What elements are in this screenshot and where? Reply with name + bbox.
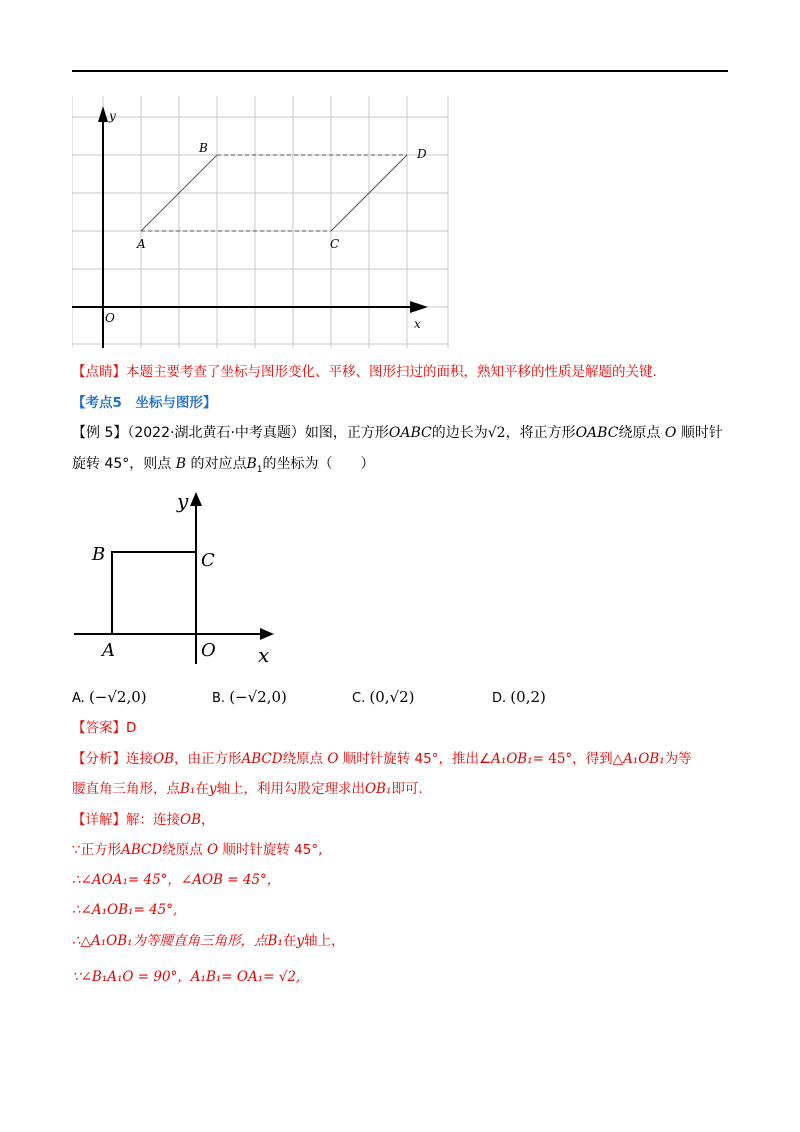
detail-text-4c: 轴上，: [304, 933, 345, 949]
answer-tag: 【答案】: [72, 720, 126, 736]
option-c-value: (0,√2): [369, 688, 415, 706]
example-text-2a: 旋转 45°，则点: [72, 456, 172, 472]
analysis-y: y: [208, 781, 217, 797]
option-a-value: (−√2,0): [88, 688, 147, 706]
example-line-2: [72, 454, 375, 480]
detail-line-4: [72, 931, 345, 951]
point-c-label: C: [330, 237, 340, 251]
square-name: OABC: [388, 425, 432, 441]
example-text-2b: 的对应点: [190, 456, 247, 472]
detail-text-0b: ，: [201, 812, 215, 828]
analysis-text-2a: 腰直角三角形，点: [72, 781, 180, 797]
analysis-text-2c: 轴上，利用勾股定理求出: [216, 781, 365, 797]
example-text-1e: 顺时针: [680, 425, 723, 441]
square-figure: [72, 488, 282, 668]
dianjing-line: [72, 362, 657, 382]
detail-line-3: ∴∠A₁OB₁= 45°,: [72, 902, 178, 918]
detail-line-5: ∵∠B₁A₁O = 90°，A₁B₁= OA₁= √2,: [72, 969, 301, 985]
example-source: （2022·湖北黄石·中考真题）: [127, 425, 305, 441]
option-c-letter: C.: [352, 691, 366, 706]
detail-tag: 【详解】: [72, 812, 126, 828]
y-axis-2-arrow: [190, 492, 202, 506]
header-rule: [72, 70, 728, 72]
square-oabc: [112, 552, 196, 634]
analysis-triangle: A₁OB₁: [623, 751, 665, 767]
option-b-value: (−√2,0): [229, 688, 287, 706]
kaodian-heading: 【考点5 坐标与图形】: [72, 395, 217, 411]
option-b: [212, 688, 287, 706]
option-b-letter: B.: [212, 691, 226, 706]
example-text-1a: 如图，正方形: [304, 425, 389, 441]
analysis-ob: OB: [153, 751, 174, 767]
point-d-label: D: [417, 147, 427, 161]
detail-line-0: [72, 810, 215, 830]
example-line-1: [72, 423, 723, 443]
analysis-line-1: [72, 749, 692, 769]
example-tag: 【例 5】: [72, 425, 128, 441]
option-a-letter: A.: [72, 691, 85, 706]
example-text-1c: ，将正方形: [505, 425, 576, 441]
grid-lines: [72, 96, 448, 348]
analysis-text-2d: 即可.: [391, 781, 423, 797]
x-axis-2-arrow: [260, 628, 274, 640]
answer-value: D: [126, 720, 137, 736]
analysis-text-2b: 在: [195, 781, 209, 797]
analysis-abcd: ABCD: [241, 751, 283, 767]
dianjing-tag: 【点睛】: [72, 364, 126, 380]
option-d-letter: D.: [492, 691, 507, 706]
x-axis-arrow: [410, 301, 428, 313]
answer-line: [72, 718, 136, 738]
option-d-value: (0,2): [510, 688, 546, 706]
analysis-text-1c: 绕原点: [282, 751, 324, 767]
analysis-angle: A₁OB₁: [491, 751, 533, 767]
axis-label-y: y: [109, 109, 116, 123]
label-c: C: [201, 550, 215, 571]
point-b-label: B: [199, 141, 208, 155]
detail-ob: OB: [180, 812, 201, 828]
detail-y: y: [296, 933, 305, 949]
analysis-b1: B₁: [180, 781, 196, 797]
side-length: √2: [487, 425, 506, 441]
point-a-label: A: [137, 237, 146, 251]
detail-text-4b: 在: [282, 933, 297, 949]
detail-b1: B₁: [267, 933, 283, 949]
detail-text-1b: 绕原点: [162, 842, 203, 858]
example-text-1d: 绕原点: [618, 425, 661, 441]
detail-abcd: ABCD: [121, 842, 163, 858]
detail-line-1: [72, 840, 322, 860]
point-b: B: [175, 456, 187, 472]
detail-text-1c: 顺时针旋转 45°,: [222, 842, 323, 858]
b1-subscript: 1: [256, 464, 263, 475]
axis-label-y-2: y: [177, 489, 189, 513]
detail-text-4a: ∴△A₁OB₁为等腰直角三角形，点: [72, 933, 268, 949]
analysis-text-1a: 连接: [126, 751, 153, 767]
point-b1: B: [246, 456, 257, 472]
analysis-line-2: [72, 779, 423, 799]
origin-label: O: [105, 311, 115, 325]
option-a: [72, 688, 147, 706]
axis-label-x: x: [414, 317, 421, 331]
detail-text-1: ∵正方形: [72, 842, 122, 858]
grid-figure: [72, 96, 452, 352]
detail-text-0: 解：连接: [126, 812, 180, 828]
label-o: O: [201, 640, 216, 661]
axis-label-x-2: x: [258, 643, 270, 667]
analysis-ob1: OB₁: [364, 781, 392, 797]
label-a: A: [102, 640, 115, 661]
option-c: [352, 688, 414, 706]
detail-o: O: [206, 842, 219, 858]
detail-line-2: ∴∠AOA₁= 45°，∠AOB = 45°，: [72, 872, 281, 888]
y-axis-arrow: [98, 106, 108, 122]
origin-o: O: [664, 425, 677, 441]
square-name-2: OABC: [575, 425, 619, 441]
analysis-text-1b: ，由正方形: [174, 751, 242, 767]
analysis-text-1e: = 45°，得到△: [532, 751, 624, 767]
analysis-o: O: [327, 751, 339, 767]
analysis-text-1f: 为等: [664, 751, 692, 767]
label-b: B: [92, 544, 106, 565]
analysis-text-1d: 顺时针旋转 45°，推出∠: [342, 751, 492, 767]
analysis-tag: 【分析】: [72, 751, 126, 767]
option-d: [492, 688, 546, 706]
example-text-2c: 的坐标为（ ）: [262, 456, 375, 472]
dianjing-text: 本题主要考查了坐标与图形变化、平移、图形扫过的面积，熟知平移的性质是解题的关键.: [126, 364, 657, 380]
example-text-1b: 的边长为: [431, 425, 488, 441]
